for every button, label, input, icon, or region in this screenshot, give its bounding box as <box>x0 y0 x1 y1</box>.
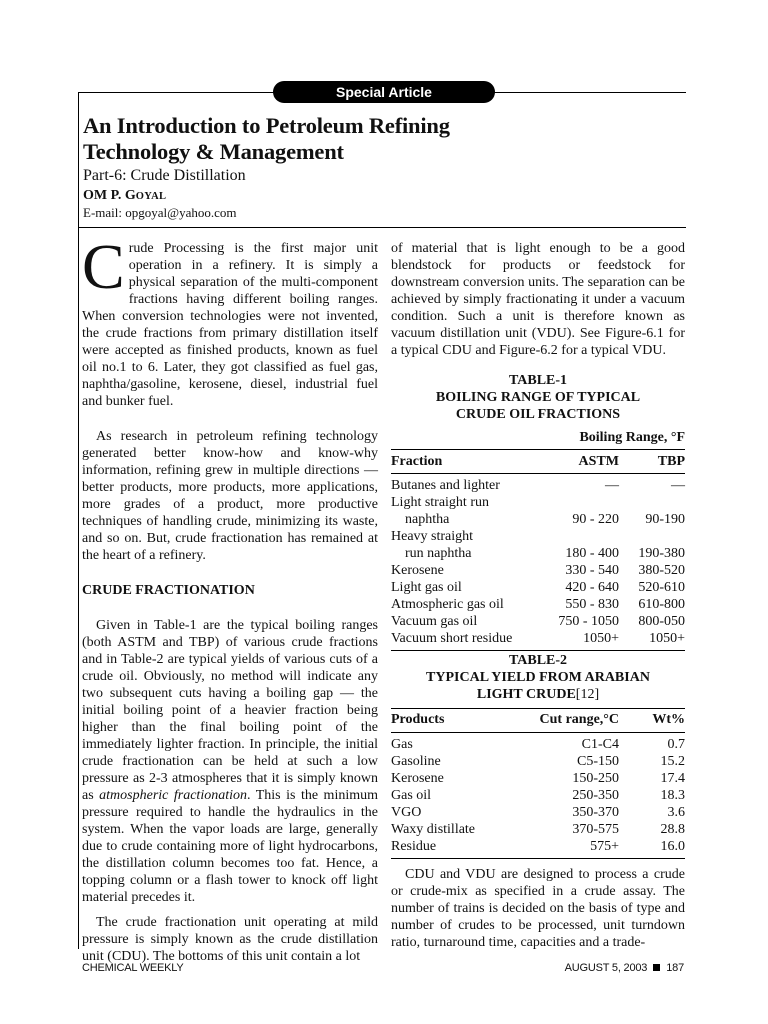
header-rule-left <box>78 92 274 93</box>
article-title <box>83 113 683 165</box>
author-email: E-mail: opgoyal@yahoo.com <box>83 205 237 220</box>
table1-cell-tbp: 380-520 <box>638 563 685 578</box>
table1-cell-fraction: Vacuum gas oil <box>391 614 478 629</box>
table1-label: TABLE-1 <box>508 373 568 388</box>
table2-title-line2 <box>391 686 685 703</box>
table2-title-line1: TYPICAL YIELD FROM ARABIAN <box>426 670 650 685</box>
table1-cell-tbp: 520-610 <box>638 580 685 595</box>
paragraph-research: As research in petroleum refining technology generated better know-how and know-why information, refining grew in multiple directions — better products, more products, more applications, more grades of a product, more productive techniques of handling crude, minimizing its waste, and so on. But, crude fractionation has remained at the heart of a refinery. <box>82 429 378 563</box>
table2-cell-cut: 575+ <box>590 839 619 854</box>
table2-row <box>391 733 685 754</box>
table1-cell-tbp <box>619 528 685 545</box>
table2-label: TABLE-2 <box>508 653 568 668</box>
table1-col-astm: ASTM <box>578 454 619 469</box>
table2-cell-cut: C5-150 <box>577 754 619 769</box>
table1 <box>391 429 685 651</box>
column-right-bottom <box>391 866 685 951</box>
table1-cell-fraction: Light straight run <box>391 495 489 510</box>
table1-row <box>391 511 685 528</box>
table1-cell-fraction: naphtha <box>405 512 450 527</box>
table2-cell-product: Gas <box>391 737 413 752</box>
table1-row <box>391 579 685 596</box>
drop-cap: C <box>82 231 125 302</box>
table2-cell-product: Residue <box>391 839 437 854</box>
table2-row <box>391 821 685 838</box>
table2-title-text: LIGHT CRUDE <box>476 687 576 702</box>
footer-page-number: 187 <box>666 962 684 974</box>
table1-row <box>391 474 685 495</box>
table1-row <box>391 562 685 579</box>
table2-cell-wt: 0.7 <box>667 737 685 752</box>
paragraph-cdu: The crude fractionation unit operating at mild pressure is simply known as the crude distillation unit (CDU). The bottoms of this unit contain a lot <box>82 915 378 964</box>
paragraph-fractionation <box>82 617 378 906</box>
column-left <box>82 231 379 965</box>
table1-row <box>391 545 685 562</box>
table1-row <box>391 630 685 651</box>
fractionation-emphasis: atmospheric fractionation <box>99 788 247 803</box>
fractionation-text-b: . This is the minimum pressure required to handle the hydraulics in the system. When the vapor loads are large, generally due to crude containing more of light hydrocarbons, the distillation column becomes too fat. Hence, a topping column or a flash tower to knock off light material precedes it. <box>82 788 379 905</box>
title-line-1: An Introduction to Petroleum Refining <box>83 113 450 138</box>
table1-cell-astm <box>531 528 619 545</box>
table2-cell-product: Kerosene <box>391 771 444 786</box>
column-right-top <box>391 240 685 359</box>
title-line-2: Technology & Management <box>83 139 344 164</box>
table2-row <box>391 838 685 859</box>
table1-cell-astm: — <box>605 478 619 493</box>
fractionation-text-a: Given in Table-1 are the typical boiling ranges (both ASTM and TBP) of various crude fractions and in Table-2 are typical yields of various cuts of a crude oil. Obviously, no method will indicate any two subsequent cuts having a boiling gap — the initial boiling point of a heavier fraction being higher than the final boiling point of the immediately lighter fraction. In principle, the initial crude fractionation can be held at such a low pressure as 2-3 atmospheres that it is simply known as <box>82 618 378 803</box>
table1-cell-astm: 1050+ <box>583 631 619 646</box>
table2-cell-cut: C1-C4 <box>581 737 619 752</box>
table1-cell-fraction: Vacuum short residue <box>391 631 513 646</box>
table1-cell-fraction: Kerosene <box>391 563 444 578</box>
table1-cell-tbp: 610-800 <box>638 597 685 612</box>
table2-cell-cut: 150-250 <box>572 771 619 786</box>
table1-cell-tbp: 800-050 <box>638 614 685 629</box>
table2-caption <box>391 652 685 703</box>
table1-cell-astm: 750 - 1050 <box>558 614 619 629</box>
paragraph-vdu: of material that is light enough to be a good blendstock for products or feedstock for downstream conversion units. The separation can be achieved by simply fractionating it under a vacuum condition. Such a unit is therefore known as vacuum distillation unit (VDU). See Figure-6.1 for a typical CDU and Figure-6.2 for a typical VDU. <box>391 241 685 358</box>
paragraph-intro <box>82 231 378 410</box>
author-first: OM P. G <box>83 188 136 203</box>
table1-cell-fraction: Heavy straight <box>391 529 474 544</box>
table1-cell-fraction: Butanes and lighter <box>391 478 500 493</box>
table1-row <box>391 494 685 511</box>
intro-text: rude Processing is the first major unit operation in a refinery. It is simply a physical separation of the multi-component fractions having different boiling ranges. When conversion technologies were not invented, the crude fractions from primary distillation itself were accepted as finished products, known as fuel oil no.1 to 6. Later, they got classified as fuel gas, naphtha/gasoline, kerosene, diesel, industrial fuel and bunker fuel. <box>82 241 378 409</box>
table1-caption <box>391 372 685 423</box>
table1-cell-fraction: Light gas oil <box>391 580 462 595</box>
table2-row <box>391 753 685 770</box>
table1-cell-astm <box>531 494 619 511</box>
author-name <box>83 187 166 206</box>
table2-cell-wt: 15.2 <box>660 754 685 769</box>
title-rule <box>78 227 686 228</box>
table2-cell-wt: 3.6 <box>667 805 685 820</box>
footer-right <box>565 962 684 974</box>
table1-row <box>391 613 685 630</box>
table2-cell-wt: 16.0 <box>660 839 685 854</box>
table1-cell-astm: 330 - 540 <box>565 563 619 578</box>
table2-cell-product: Gas oil <box>391 788 432 803</box>
header-rule-right <box>494 92 686 93</box>
table1-cell-astm: 420 - 640 <box>565 580 619 595</box>
table2 <box>391 708 685 859</box>
table1-cell-astm: 550 - 830 <box>565 597 619 612</box>
table2-cell-product: VGO <box>391 805 422 820</box>
table2-col-cut: Cut range,°C <box>539 712 619 727</box>
footer-publication: CHEMICAL WEEKLY <box>82 962 184 974</box>
table2-row <box>391 804 685 821</box>
footer-square-icon <box>653 964 660 971</box>
paragraph-design: CDU and VDU are designed to process a crude or crude-mix as specified in a crude assay. The number of trains is decided on the basis of type and number of crudes to be processed, unit turndown ratio, turnaround time, capacities and a trade- <box>391 867 685 950</box>
table1-title-line2: CRUDE OIL FRACTIONS <box>455 407 621 422</box>
table2-reference: [12] <box>575 687 600 702</box>
table2-cell-wt: 28.8 <box>660 822 685 837</box>
table1-cell-tbp: 190-380 <box>638 546 685 561</box>
table2-row <box>391 770 685 787</box>
section-badge: Special Article <box>273 81 495 103</box>
table1-cell-fraction: Atmospheric gas oil <box>391 597 504 612</box>
table1-row <box>391 528 685 545</box>
table1-cell-tbp: — <box>671 478 685 493</box>
table1-cell-tbp: 1050+ <box>649 631 685 646</box>
footer-date: AUGUST 5, 2003 <box>564 962 648 974</box>
table1-cell-tbp: 90-190 <box>645 512 685 527</box>
table2-row <box>391 787 685 804</box>
table2-cell-cut: 250-350 <box>572 788 619 803</box>
table1-row <box>391 596 685 613</box>
section-heading: CRUDE FRACTIONATION <box>82 583 255 598</box>
table1-title-line1: BOILING RANGE OF TYPICAL <box>435 390 641 405</box>
article-subtitle: Part-6: Crude Distillation <box>83 167 246 184</box>
table2-cell-cut: 350-370 <box>572 805 619 820</box>
table2-col-products: Products <box>391 712 445 727</box>
table2-cell-cut: 370-575 <box>572 822 619 837</box>
table1-cell-fraction: run naphtha <box>405 546 472 561</box>
table2-cell-wt: 18.3 <box>660 788 685 803</box>
table1-group-header: Boiling Range, °F <box>579 430 685 445</box>
author-last: OYAL <box>135 191 167 202</box>
table1-cell-tbp <box>619 494 685 511</box>
table1-cell-astm: 90 - 220 <box>572 512 619 527</box>
table2-cell-product: Waxy distillate <box>391 822 476 837</box>
table1-col-fraction: Fraction <box>391 454 443 469</box>
table2-cell-product: Gasoline <box>391 754 441 769</box>
table1-col-tbp: TBP <box>657 454 685 469</box>
table1-cell-astm: 180 - 400 <box>565 546 619 561</box>
table2-cell-wt: 17.4 <box>660 771 685 786</box>
left-margin-rule <box>78 92 79 949</box>
table2-col-wt: Wt% <box>652 712 685 727</box>
